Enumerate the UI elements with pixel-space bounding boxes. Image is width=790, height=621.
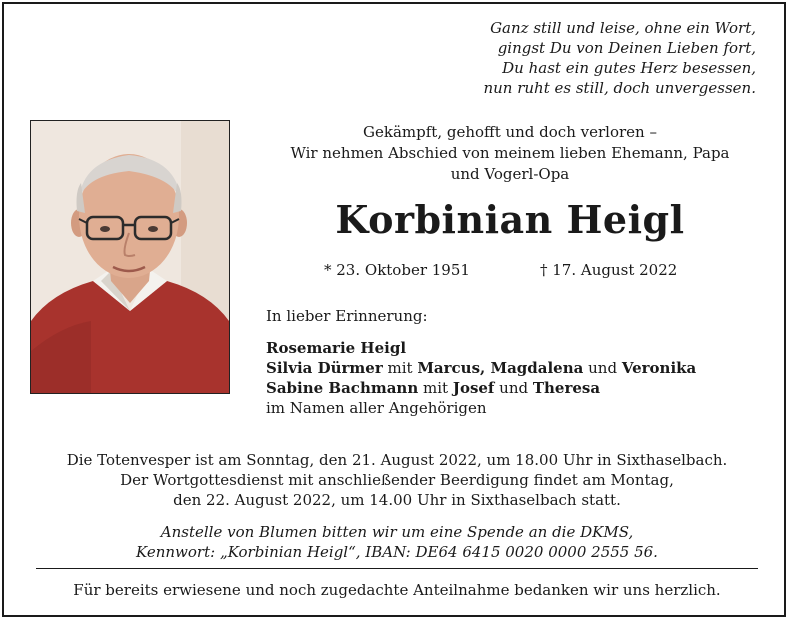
poem-line: gingst Du von Deinen Lieben fort,: [497, 39, 756, 57]
intro-line: und Vogerl-Opa: [450, 165, 570, 183]
deceased-name: Korbinian Heigl: [335, 197, 685, 242]
mourner-line: [266, 378, 696, 398]
donation-line: Kennwort: „Korbinian Heigl“, IBAN: DE64 6415 0020 0000 2555 56.: [136, 543, 658, 561]
mourner-name: Silvia Dürmer: [266, 359, 383, 377]
birth-date: * 23. Oktober 1951: [324, 261, 470, 279]
memory-label: In lieber Erinnerung:: [266, 307, 428, 325]
service-line: den 22. August 2022, um 14.00 Uhr in Sixthaselbach statt.: [173, 491, 621, 509]
connector-text: mit: [418, 379, 453, 397]
connector-text: mit: [382, 359, 418, 377]
mourner-line: [266, 358, 696, 378]
mourner-line: im Namen aller Angehörigen: [266, 399, 487, 417]
mourners-list: [266, 338, 696, 418]
poem-line: Ganz still und leise, ohne ein Wort,: [490, 19, 756, 37]
service-line: Die Totenvesper ist am Sonntag, den 21. August 2022, um 18.00 Uhr in Sixthaselbach.: [66, 451, 728, 469]
obituary-frame: [2, 2, 786, 617]
intro-line: Gekämpft, gehofft und doch verloren –: [363, 123, 657, 141]
mourner-name: Veronika: [621, 359, 697, 377]
portrait-illustration: [31, 121, 229, 393]
portrait-photo: [30, 120, 230, 394]
poem-line: Du hast ein gutes Herz besessen,: [502, 59, 756, 77]
mourner-name: Marcus, Magdalena: [417, 359, 584, 377]
connector-text: und: [494, 379, 533, 397]
mourner-name: Josef: [452, 379, 495, 397]
connector-text: und: [583, 359, 622, 377]
farewell-intro: [256, 122, 764, 185]
divider: [36, 568, 758, 569]
mourner-name: Rosemarie Heigl: [266, 339, 407, 357]
mourner-name: Sabine Bachmann: [266, 379, 419, 397]
intro-line: Wir nehmen Abschied von meinem lieben Ehemann, Papa: [290, 144, 730, 162]
poem: [336, 18, 756, 98]
poem-line: nun ruht es still, doch unvergessen.: [483, 79, 756, 97]
service-info: [14, 450, 780, 510]
donation-line: Anstelle von Blumen bitten wir um eine Spende an die DKMS,: [160, 523, 634, 541]
thanks-note: Für bereits erwiesene und noch zugedachte Anteilnahme bedanken wir uns herzlich.: [73, 581, 721, 599]
death-date: † 17. August 2022: [540, 261, 678, 279]
donation-request: [14, 522, 780, 562]
service-line: Der Wortgottesdienst mit anschließender Beerdigung findet am Montag,: [120, 471, 674, 489]
mourner-line: [266, 338, 696, 358]
mourner-name: Theresa: [532, 379, 601, 397]
